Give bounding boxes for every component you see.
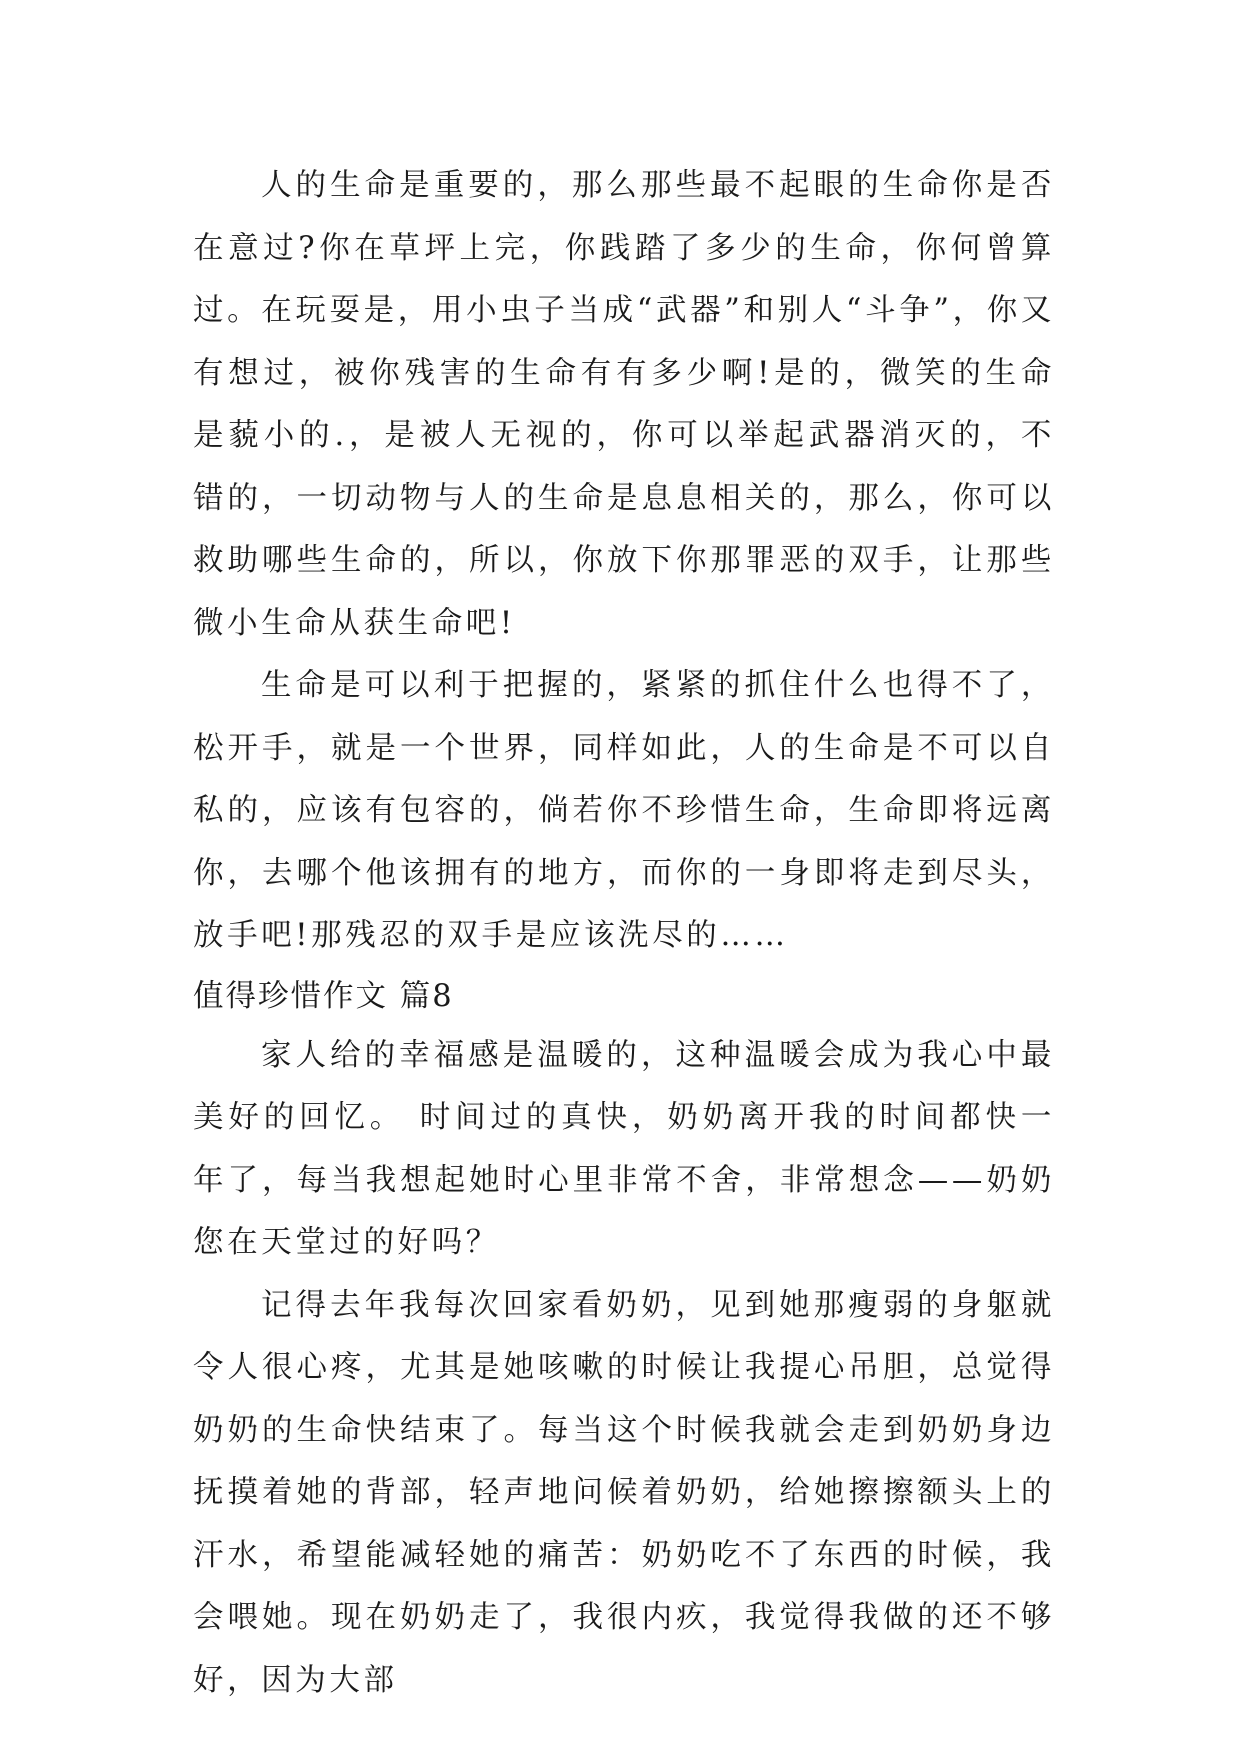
paragraph-4: 记得去年我每次回家看奶奶，见到她那瘦弱的身躯就令人很心疼，尤其是她咳嗽的时候让我提心吊胆，总觉得奶奶的生命快结束了。每当这个时候我就会走到奶奶身边抚摸着她的背部，轻声地问候着奶奶，给她擦擦额头上的汗水，希望能减轻她的痛苦：奶奶吃不了东西的时候，我会喂她。现在奶奶走了，我很内疚，我觉得我做的还不够好，因为大部 bbox=[193, 1287, 1055, 1698]
paragraph-1: 人的生命是重要的，那么那些最不起眼的生命你是否在意过?你在草坪上完，你践踏了多少的生命，你何曾算过。在玩耍是，用小虫子当成“武器”和别人“斗争”，你又有想过，被你残害的生命有有多少啊!是的，微笑的生命是藐小的.，是被人无视的，你可以举起武器消灭的，不错的，一切动物与人的生命是息息相关的，那么，你可以救助哪些生命的，所以，你放下你那罪恶的双手，让那些微小生命从获生命吧! bbox=[193, 168, 1055, 641]
section-heading: 值得珍惜作文 篇8 bbox=[193, 978, 454, 1014]
paragraph-2: 生命是可以利于把握的，紧紧的抓住什么也得不了，松开手，就是一个世界，同样如此，人的生命是不可以自私的，应该有包容的，倘若你不珍惜生命，生命即将远离你，去哪个他该拥有的地方，而你的一身即将走到尽头，放手吧!那残忍的双手是应该洗尽的…… bbox=[193, 668, 1055, 953]
document-body bbox=[193, 155, 1055, 1712]
paragraph-3: 家人给的幸福感是温暖的，这种温暖会成为我心中最美好的回忆。 时间过的真快，奶奶离开我的时间都快一年了，每当我想起她时心里非常不舍，非常想念——奶奶您在天堂过的好吗？ bbox=[193, 1037, 1055, 1260]
